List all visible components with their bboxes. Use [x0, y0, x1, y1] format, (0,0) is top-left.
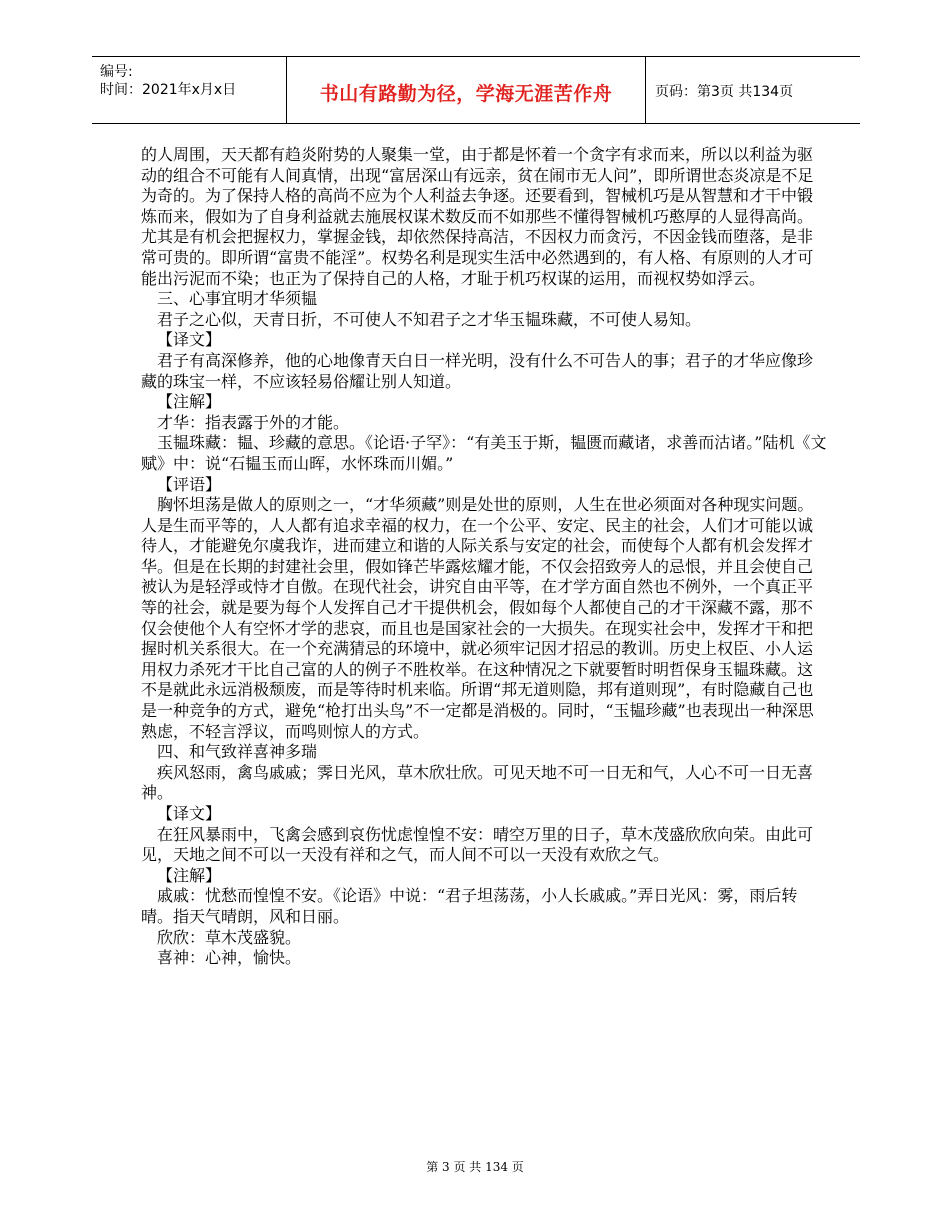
page-header: [92, 56, 860, 124]
paragraph: 【注解】: [157, 865, 222, 885]
motto-text: 书山有路勤为径，学海无涯苦作舟: [319, 83, 613, 105]
paragraph: 胸怀坦荡是做人的原则之一，“才华须藏”则是处世的原则，人生在世必须面对各种现实问题。人是生而平等的，人人都有追求幸福的权力，在一个公平、安定、民主的社会，人们才可能以诚待人，才能避免尔虞我诈，进而建立和谐的人际关系与安定的社会，而使每个人都有机会发挥才华。但是在长期的封建社会里，假如锋芒毕露炫耀才能，不仅会招致旁人的忌恨，并且会使自己被认为是轻浮或恃才自傲。在现代社会，讲究自由平等，在才学方面自然也不例外，一个真正平等的社会，就是要为每个人发挥自己才干提供机会，假如每个人都使自己的才干深藏不露，那不仅会使他个人有空怀才学的悲哀，而且也是国家社会的一大损失。在现实社会中，发挥才干和把握时机关系很大。在一个充满猜忌的环境中，就必须牢记因才招忌的教训。历史上权臣、小人运用权力杀死才干比自己富的人的例子不胜枚举。在这种情况之下就要暂时明哲保身玉韫珠藏。这不是就此永远消极颓废，而是等待时机来临。所谓“邦无道则隐，邦有道则现”，有时隐藏自己也是一种竞争的方式，避免“枪打出头鸟”不一定都是消极的。同时，“玉韫珍藏”也表现出一种深思熟虑，不轻言浮议，而鸣则惊人的方式。: [141, 495, 814, 741]
time-label: 时间：2021年x月x日: [100, 82, 237, 98]
header-right-cell: [645, 57, 860, 123]
paragraph: 四、和气致祥喜神多瑞: [157, 742, 318, 762]
paragraph: 欣欣：草木茂盛貌。: [157, 927, 302, 947]
paragraph: 三、心事宜明才华须韫: [157, 289, 318, 309]
paragraph: 【译文】: [157, 804, 222, 823]
paragraph: 在狂风暴雨中，飞禽会感到哀伤忧虑惶惶不安：晴空万里的日子，草木茂盛欣欣向荣。由此可见，天地之间不可以一天没有祥和之气，而人间不可以一天没有欢欣之气。: [141, 824, 814, 865]
paragraph: 君子有高深修养，他的心地像青天白日一样光明，没有什么不可告人的事；君子的才华应像珍藏的珠宝一样，不应该轻易俗耀让别人知道。: [141, 350, 814, 391]
paragraph: 【注解】: [157, 392, 222, 412]
header-motto-cell: [286, 57, 646, 123]
paragraph: 戚戚：忧愁而惶惶不安。《论语》中说：“君子坦荡荡，小人长戚戚。”弄日光风：雾，雨后转晴。指天气晴朗，风和日丽。: [141, 886, 798, 926]
document-body: [141, 145, 827, 969]
paragraph: 玉韫珠藏：韫、珍藏的意思。《论语·子罕》：“有美玉于斯，韫匮而藏诸，求善而沽诸。”陆机《文赋》中：说“石韫玉而山晖，水怀珠而川媚。”: [141, 433, 827, 473]
paragraph: 君子之心似，天青日折，不可使人不知君子之才华玉韫珠藏，不可使人易知。: [157, 309, 702, 329]
paragraph: 【评语】: [157, 474, 222, 494]
header-page-info: 页码：第3页 共134页: [655, 84, 794, 100]
paragraph: 疾风怒雨，禽鸟戚戚；霁日光风，草木欣壮欣。可见天地不可一日无和气，人心不可一日无喜神。: [141, 762, 814, 803]
paragraph: 【译文】: [157, 330, 222, 350]
paragraph: 的人周围，天天都有趋炎附势的人聚集一堂，由于都是怀着一个贪字有求而来，所以以利益为驱动的组合不可能有人间真情，出现“富居深山有远亲，贫在闹市无人问”，即所谓世态炎凉是不足为奇的。为了保持人格的高尚不应为个人利益去争逐。还要看到，智械机巧是从智慧和才干中锻炼而来，假如为了自身利益就去施展权谋术数反而不如那些不懂得智械机巧憨厚的人显得高尚。尤其是有机会把握权力，掌握金钱，却依然保持高洁，不因权力而贪污，不因金钱而堕落，是非常可贵的。即所谓“富贵不能淫”。权势名利是现实生活中必然遇到的，有人格、有原则的人才可能出污泥而不染；也正为了保持自己的人格，才耻于机巧权谋的运用，而视权势如浮云。: [141, 145, 814, 288]
paragraph: 才华：指表露于外的才能。: [157, 412, 350, 432]
header-left-cell: [92, 57, 286, 123]
page-footer: 第 3 页 共 134 页: [426, 1160, 524, 1174]
number-label: 编号:: [100, 64, 133, 80]
paragraph: 喜神：心神，愉快。: [157, 948, 302, 968]
